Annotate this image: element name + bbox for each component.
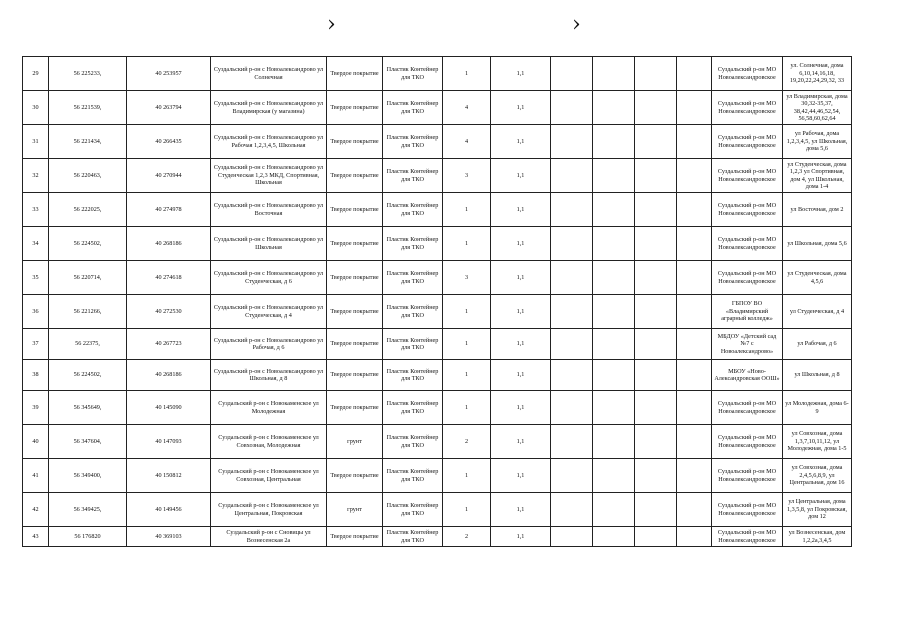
container-volume: 1,1 [491, 125, 551, 159]
container-volume: 1,1 [491, 459, 551, 493]
container-volume: 1,1 [491, 295, 551, 329]
row-number: 33 [23, 193, 49, 227]
served-addresses: ул Совхозная, дома 2,4,5,6,8,9, ул Центральная, дом 16 [783, 459, 852, 493]
empty-cell [551, 493, 593, 527]
row-number: 29 [23, 57, 49, 91]
empty-cell [551, 360, 593, 391]
latitude: 56 224502, [49, 360, 127, 391]
container-type: Пластик Контейнер для ТКО [383, 57, 443, 91]
container-count: 1 [443, 493, 491, 527]
container-count: 1 [443, 459, 491, 493]
latitude: 56 224502, [49, 227, 127, 261]
empty-cell [593, 493, 635, 527]
latitude: 56 220714, [49, 261, 127, 295]
address: Суздальский р-он с Новокаменское ул Совхозная, Центральная [211, 459, 327, 493]
empty-cell [635, 159, 677, 193]
empty-cell [593, 391, 635, 425]
address: Суздальский р-он с Новоалександрово ул Солнечная [211, 57, 327, 91]
table-row [23, 391, 852, 425]
container-type: Пластик Контейнер для ТКО [383, 425, 443, 459]
surface: Твердое покрытие [327, 57, 383, 91]
container-count: 2 [443, 527, 491, 547]
table-row [23, 360, 852, 391]
row-number: 32 [23, 159, 49, 193]
surface: Твердое покрытие [327, 227, 383, 261]
served-addresses: ул Школьная, дома 5,6 [783, 227, 852, 261]
longitude: 40 270944 [127, 159, 211, 193]
empty-cell [593, 261, 635, 295]
address: Суздальский р-он с Новоалександрово ул Владимирская (у магазина) [211, 91, 327, 125]
empty-cell [635, 91, 677, 125]
row-number: 36 [23, 295, 49, 329]
container-type: Пластик Контейнер для ТКО [383, 493, 443, 527]
empty-cell [635, 391, 677, 425]
latitude: 56 349425, [49, 493, 127, 527]
row-number: 41 [23, 459, 49, 493]
empty-cell [677, 159, 712, 193]
served-addresses: ул Вознесенская, дом 1,2,2а,3,4,5 [783, 527, 852, 547]
owner: Суздальский р-он МО Новоалександровское [712, 227, 783, 261]
served-addresses: ул Совхозная, дома 1,3,7,10,11,12, ул Молодежная, дома 1-5 [783, 425, 852, 459]
empty-cell [593, 459, 635, 493]
container-type: Пластик Контейнер для ТКО [383, 459, 443, 493]
container-count: 1 [443, 193, 491, 227]
served-addresses: ул. Солнечная, дома 6,10,14,16,18, 19,20,22,24,29,32, 33 [783, 57, 852, 91]
empty-cell [551, 261, 593, 295]
container-count: 2 [443, 425, 491, 459]
empty-cell [677, 227, 712, 261]
latitude: 56 22375, [49, 329, 127, 360]
container-volume: 1,1 [491, 391, 551, 425]
empty-cell [551, 527, 593, 547]
table-row [23, 227, 852, 261]
row-number: 31 [23, 125, 49, 159]
table-row [23, 159, 852, 193]
empty-cell [677, 329, 712, 360]
latitude: 56 220463, [49, 159, 127, 193]
container-count: 4 [443, 91, 491, 125]
empty-cell [593, 425, 635, 459]
served-addresses: ул Рабочая, д 6 [783, 329, 852, 360]
empty-cell [677, 125, 712, 159]
empty-cell [635, 125, 677, 159]
longitude: 40 267723 [127, 329, 211, 360]
row-number: 30 [23, 91, 49, 125]
latitude: 56 225233, [49, 57, 127, 91]
empty-cell [677, 193, 712, 227]
empty-cell [677, 391, 712, 425]
address: Суздальский р-он с Новоалександрово ул Студенческая, д 6 [211, 261, 327, 295]
container-volume: 1,1 [491, 261, 551, 295]
owner: Суздальский р-он МО Новоалександровское [712, 459, 783, 493]
surface: Твердое покрытие [327, 193, 383, 227]
container-count: 1 [443, 360, 491, 391]
empty-cell [677, 261, 712, 295]
empty-cell [635, 227, 677, 261]
address: Суздальский р-он с Новоалександрово ул Рабочая, д 6 [211, 329, 327, 360]
empty-cell [677, 91, 712, 125]
empty-cell [593, 125, 635, 159]
served-addresses: ул Центральная, дома 1,3,5,8, ул Покровская, дом 12 [783, 493, 852, 527]
row-number: 40 [23, 425, 49, 459]
table-row [23, 261, 852, 295]
container-volume: 1,1 [491, 329, 551, 360]
empty-cell [551, 227, 593, 261]
owner: Суздальский р-он МО Новоалександровское [712, 391, 783, 425]
container-count: 3 [443, 261, 491, 295]
empty-cell [593, 527, 635, 547]
empty-cell [551, 125, 593, 159]
container-type: Пластик Контейнер для ТКО [383, 159, 443, 193]
latitude: 56 176820 [49, 527, 127, 547]
empty-cell [551, 91, 593, 125]
container-type: Пластик Контейнер для ТКО [383, 261, 443, 295]
empty-cell [593, 159, 635, 193]
container-volume: 1,1 [491, 227, 551, 261]
longitude: 40 145090 [127, 391, 211, 425]
empty-cell [551, 425, 593, 459]
latitude: 56 221434, [49, 125, 127, 159]
container-type: Пластик Контейнер для ТКО [383, 391, 443, 425]
empty-cell [593, 193, 635, 227]
empty-cell [593, 227, 635, 261]
row-number: 39 [23, 391, 49, 425]
longitude: 40 150812 [127, 459, 211, 493]
longitude: 40 149456 [127, 493, 211, 527]
empty-cell [551, 391, 593, 425]
longitude: 40 266435 [127, 125, 211, 159]
table-row [23, 329, 852, 360]
empty-cell [551, 193, 593, 227]
container-count: 4 [443, 125, 491, 159]
empty-cell [635, 493, 677, 527]
container-volume: 1,1 [491, 493, 551, 527]
row-number: 42 [23, 493, 49, 527]
table-row [23, 295, 852, 329]
served-addresses: ул Рабочая, дома 1,2,3,4,5, ул Школьная, дома 5,6 [783, 125, 852, 159]
container-count: 1 [443, 295, 491, 329]
empty-cell [593, 91, 635, 125]
longitude: 40 268186 [127, 227, 211, 261]
served-addresses: ул Владимирская, дома 30,32-35,37, 38,42,44,46,52,54, 56,58,60,62,64 [783, 91, 852, 125]
container-type: Пластик Контейнер для ТКО [383, 295, 443, 329]
container-count: 1 [443, 57, 491, 91]
container-type: Пластик Контейнер для ТКО [383, 527, 443, 547]
container-type: Пластик Контейнер для ТКО [383, 193, 443, 227]
served-addresses: ул Молодежная, дома 6-9 [783, 391, 852, 425]
container-type: Пластик Контейнер для ТКО [383, 329, 443, 360]
served-addresses: ул Школьная, д 8 [783, 360, 852, 391]
container-volume: 1,1 [491, 527, 551, 547]
empty-cell [551, 329, 593, 360]
table-row [23, 57, 852, 91]
surface: Твердое покрытие [327, 91, 383, 125]
served-addresses: ул Студенческая, д 4 [783, 295, 852, 329]
address: Суздальский р-он с Новоалександрово ул Студенческая 1,2,3 МКД, Спортивная, Школьная [211, 159, 327, 193]
address: Суздальский р-он с Новокаменское ул Молодежная [211, 391, 327, 425]
owner: Суздальский р-он МО Новоалександровское [712, 493, 783, 527]
address: Суздальский р-он с Новоалександрово ул Школьная, д 8 [211, 360, 327, 391]
address: Суздальский р-он с Новоалександрово ул Студенческая, д 4 [211, 295, 327, 329]
empty-cell [593, 329, 635, 360]
owner: ГБПОУ ВО «Владимирский аграрный колледж» [712, 295, 783, 329]
table-row [23, 125, 852, 159]
container-type: Пластик Контейнер для ТКО [383, 91, 443, 125]
surface: Твердое покрытие [327, 125, 383, 159]
longitude: 40 268186 [127, 360, 211, 391]
row-number: 37 [23, 329, 49, 360]
empty-cell [635, 459, 677, 493]
margin-mark-left: › [327, 12, 336, 37]
empty-cell [677, 425, 712, 459]
row-number: 43 [23, 527, 49, 547]
surface: Твердое покрытие [327, 391, 383, 425]
address: Суздальский р-он с Новокаменское ул Центральная, Покровская [211, 493, 327, 527]
address: Суздальский р-он с Новоалександрово ул Рабочая 1,2,3,4,5, Школьная [211, 125, 327, 159]
empty-cell [677, 295, 712, 329]
empty-cell [677, 493, 712, 527]
served-addresses: ул Студенческая, дома 4,5,6 [783, 261, 852, 295]
served-addresses: ул Студенческая, дома 1,2,3 ул Спортивная, дом 4, ул Школьная, дома 1-4 [783, 159, 852, 193]
table-row [23, 527, 852, 547]
container-volume: 1,1 [491, 193, 551, 227]
latitude: 56 221539, [49, 91, 127, 125]
container-volume: 1,1 [491, 91, 551, 125]
longitude: 40 253957 [127, 57, 211, 91]
longitude: 40 274978 [127, 193, 211, 227]
surface: Твердое покрытие [327, 159, 383, 193]
served-addresses: ул Восточная, дом 2 [783, 193, 852, 227]
owner: МБОУ «Ново-Александровская ООШ» [712, 360, 783, 391]
empty-cell [677, 57, 712, 91]
container-type: Пластик Контейнер для ТКО [383, 227, 443, 261]
empty-cell [635, 360, 677, 391]
empty-cell [551, 57, 593, 91]
container-volume: 1,1 [491, 360, 551, 391]
address: Суздальский р-он с Сновицы ул Вознесенская 2а [211, 527, 327, 547]
owner: Суздальский р-он МО Новоалександровское [712, 193, 783, 227]
owner: Суздальский р-он МО Новоалександровское [712, 261, 783, 295]
surface: Твердое покрытие [327, 360, 383, 391]
empty-cell [593, 360, 635, 391]
empty-cell [635, 193, 677, 227]
container-count: 1 [443, 391, 491, 425]
longitude: 40 272530 [127, 295, 211, 329]
surface: грунт [327, 493, 383, 527]
surface: грунт [327, 425, 383, 459]
table-row [23, 459, 852, 493]
longitude: 40 147093 [127, 425, 211, 459]
surface: Твердое покрытие [327, 459, 383, 493]
surface: Твердое покрытие [327, 261, 383, 295]
owner: Суздальский р-он МО Новоалександровское [712, 125, 783, 159]
latitude: 56 347604, [49, 425, 127, 459]
container-volume: 1,1 [491, 159, 551, 193]
container-type: Пластик Контейнер для ТКО [383, 125, 443, 159]
address: Суздальский р-он с Новоалександрово ул Школьная [211, 227, 327, 261]
container-volume: 1,1 [491, 57, 551, 91]
owner: МБДОУ «Детский сад №7 с Новоалександрово» [712, 329, 783, 360]
empty-cell [593, 295, 635, 329]
table-row [23, 493, 852, 527]
surface: Твердое покрытие [327, 295, 383, 329]
empty-cell [551, 459, 593, 493]
longitude: 40 263794 [127, 91, 211, 125]
owner: Суздальский р-он МО Новоалександровское [712, 425, 783, 459]
owner: Суздальский р-он МО Новоалександровское [712, 91, 783, 125]
empty-cell [635, 57, 677, 91]
empty-cell [635, 261, 677, 295]
row-number: 34 [23, 227, 49, 261]
latitude: 56 221266, [49, 295, 127, 329]
owner: Суздальский р-он МО Новоалександровское [712, 57, 783, 91]
table-row [23, 91, 852, 125]
address: Суздальский р-он с Новоалександрово ул Восточная [211, 193, 327, 227]
row-number: 38 [23, 360, 49, 391]
margin-mark-right: › [572, 12, 581, 37]
container-count: 1 [443, 329, 491, 360]
empty-cell [677, 527, 712, 547]
owner: Суздальский р-он МО Новоалександровское [712, 527, 783, 547]
empty-cell [635, 527, 677, 547]
empty-cell [635, 329, 677, 360]
owner: Суздальский р-он МО Новоалександровское [712, 159, 783, 193]
surface: Твердое покрытие [327, 329, 383, 360]
longitude: 40 369103 [127, 527, 211, 547]
waste-sites-table [22, 56, 852, 547]
latitude: 56 222025, [49, 193, 127, 227]
container-volume: 1,1 [491, 425, 551, 459]
longitude: 40 274618 [127, 261, 211, 295]
row-number: 35 [23, 261, 49, 295]
latitude: 56 349400, [49, 459, 127, 493]
empty-cell [551, 295, 593, 329]
container-type: Пластик Контейнер для ТКО [383, 360, 443, 391]
empty-cell [635, 425, 677, 459]
table-row [23, 425, 852, 459]
surface: Твердое покрытие [327, 527, 383, 547]
table-row [23, 193, 852, 227]
container-count: 1 [443, 227, 491, 261]
empty-cell [677, 459, 712, 493]
address: Суздальский р-он с Новокаменское ул Совхозная, Молодежная [211, 425, 327, 459]
latitude: 56 345649, [49, 391, 127, 425]
empty-cell [677, 360, 712, 391]
empty-cell [551, 159, 593, 193]
container-count: 3 [443, 159, 491, 193]
empty-cell [593, 57, 635, 91]
empty-cell [635, 295, 677, 329]
